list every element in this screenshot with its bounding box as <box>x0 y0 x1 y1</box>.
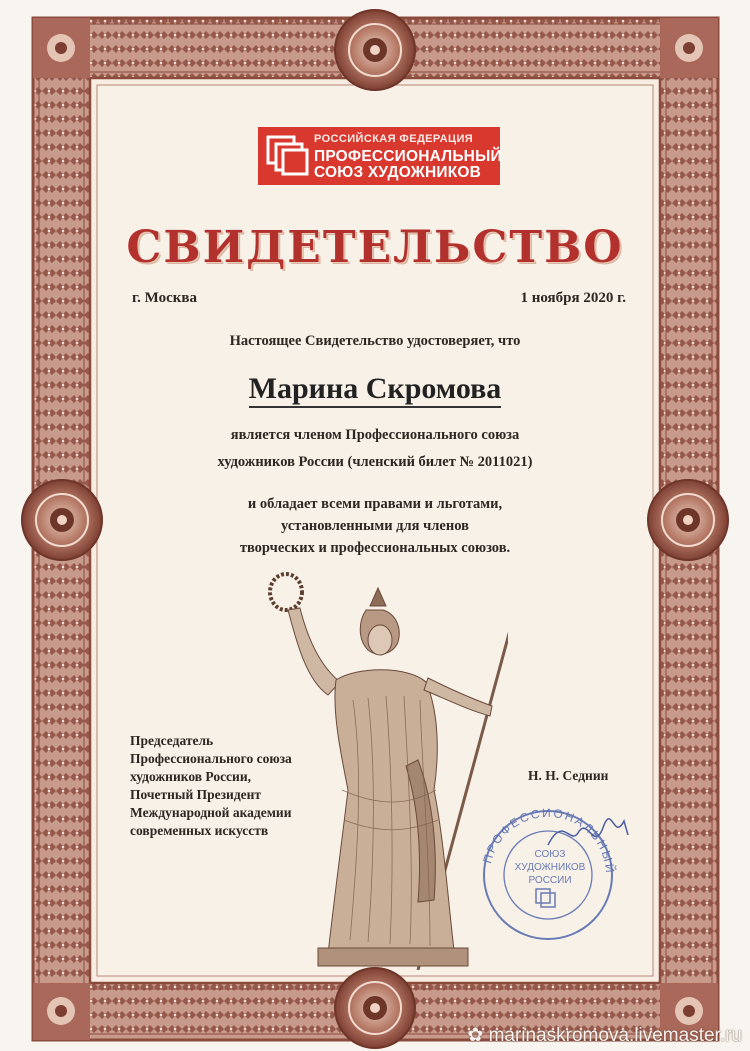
chairman-title-line: современных искусств <box>130 823 269 838</box>
folders-logo-icon <box>266 135 310 177</box>
issue-date: 1 ноября 2020 г. <box>520 290 626 306</box>
chairman-title-line: Председатель <box>130 733 214 748</box>
chairman-title-line: Профессионального союза <box>130 751 292 766</box>
holder-name <box>0 372 750 406</box>
holder-name-text: Марина Скромова <box>249 372 502 408</box>
rights-line-1: и обладает всеми правами и льготами, <box>247 496 503 512</box>
logo-name-line1: ПРОФЕССИОНАЛЬНЫЙ <box>314 148 502 165</box>
chairman-title-line: Почетный Президент <box>130 787 262 802</box>
certificate-title: СВИДЕТЕЛЬСТВО <box>126 222 624 273</box>
chairman-title-line: Международной академии <box>130 805 292 820</box>
logo-name-line2: СОЮЗ ХУДОЖНИКОВ <box>314 164 482 181</box>
stamp-center-line: СОЮЗ <box>534 849 566 860</box>
stamp-folders-icon <box>536 889 555 907</box>
stamp-center-line: ХУДОЖНИКОВ <box>514 862 586 873</box>
membership-line-2: художников России (членский билет № 2011021) <box>217 454 533 470</box>
rosette-bottom <box>335 968 415 1048</box>
watermark <box>467 1024 742 1047</box>
stamp-center-line: РОССИИ <box>528 875 572 886</box>
rights-line-2: установленными для членов <box>281 518 469 534</box>
official-stamp <box>478 775 648 945</box>
union-logo <box>258 127 500 185</box>
athena-statue-illustration <box>258 570 508 970</box>
chairman-title-line: художников России, <box>130 769 251 784</box>
watermark-text: marinaskromova.livemaster.ru <box>488 1025 742 1046</box>
logo-country: РОССИЙСКАЯ ФЕДЕРАЦИЯ <box>314 133 474 145</box>
intro-text: Настоящее Свидетельство удостоверяет, что <box>229 333 521 349</box>
flower-icon: ✿ <box>467 1025 484 1046</box>
stamp-ring-text: ПРОФЕССИОНАЛЬНЫЙ <box>480 805 618 876</box>
rights-line-3: творческих и профессиональных союзов. <box>239 540 511 556</box>
signer-name: Н. Н. Седнин <box>528 768 609 783</box>
issue-city: г. Москва <box>132 290 197 306</box>
membership-line-1: является членом Профессионального союза <box>230 427 520 443</box>
rosette-top <box>335 10 415 90</box>
chairman-title <box>130 732 292 840</box>
